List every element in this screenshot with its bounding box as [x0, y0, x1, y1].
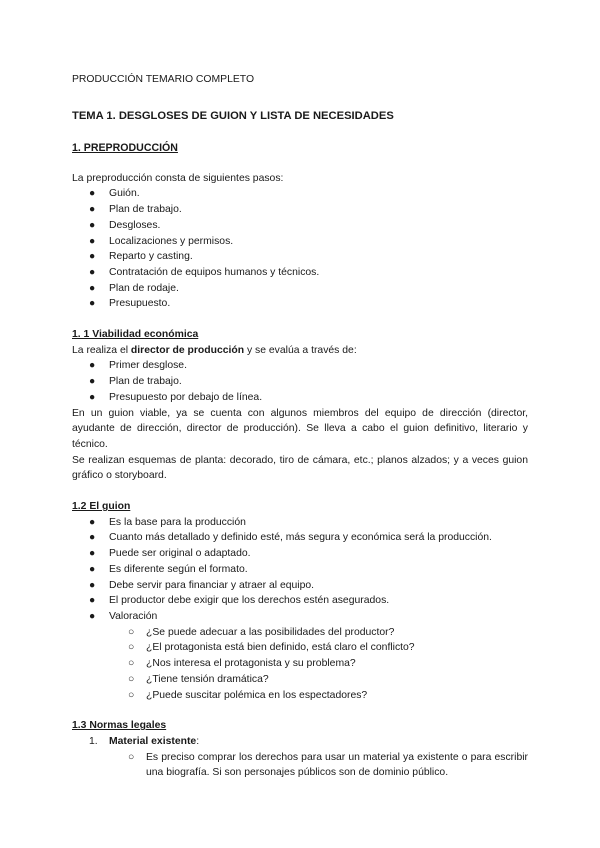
- circle-bullet-icon: ○: [128, 673, 135, 685]
- bullet-icon: ●: [89, 595, 96, 607]
- section-1-1-para-2: Se realizan esquemas de planta: decorado, tiro de cámara, etc.; planos alzados; y a veces guion gráfico o storyboard.: [72, 454, 528, 482]
- list-item: ○ ¿Nos interesa el protagonista y su problema?: [72, 656, 528, 672]
- bullet-icon: ●: [89, 282, 96, 294]
- tema-title: TEMA 1. DESGLOSES DE GUION Y LISTA DE NECESIDADES: [72, 109, 394, 122]
- list-item: ● Presupuesto.: [72, 296, 528, 312]
- section-1-1-title: 1. 1 Viabilidad económica: [72, 329, 199, 341]
- list-item: ● Cuanto más detallado y definido esté, más segura y económica será la producción.: [72, 530, 528, 546]
- bullet-icon: ●: [89, 610, 96, 622]
- bullet-icon: ●: [89, 532, 96, 544]
- section-1-3-subitem: ○ Es preciso comprar los derechos para usar un material ya existente o para escribir una biografía. Si son personajes públicos son de dominio público.: [128, 751, 528, 779]
- bullet-icon: ●: [89, 251, 96, 263]
- document-body: [72, 72, 528, 781]
- bullet-icon: ●: [89, 188, 96, 200]
- list-item: ● Plan de rodaje.: [72, 281, 528, 297]
- list-item: ● Contratación de equipos humanos y técnicos.: [72, 265, 528, 281]
- list-item: ● Localizaciones y permisos.: [72, 234, 528, 250]
- section-1-3-title: 1.3 Normas legales: [72, 720, 167, 732]
- valoracion-list: [72, 625, 528, 704]
- list-item: ● Desgloses.: [72, 218, 528, 234]
- circle-bullet-icon: ○: [128, 751, 135, 763]
- bullet-icon: ●: [89, 579, 96, 591]
- section-1-2-title: 1.2 El guion: [72, 501, 131, 513]
- list-item: ○ ¿Puede suscitar polémica en los espectadores?: [72, 688, 528, 704]
- circle-bullet-icon: ○: [128, 689, 135, 701]
- list-item: ● Valoración: [72, 609, 528, 625]
- bullet-icon: ●: [89, 219, 96, 231]
- list-item: 1. Material existente:: [72, 734, 528, 750]
- list-item: ○ ¿Se puede adecuar a las posibilidades del productor?: [72, 625, 528, 641]
- document-header: PRODUCCIÓN TEMARIO COMPLETO: [72, 74, 255, 85]
- bullet-icon: ●: [89, 266, 96, 278]
- section-1-title: 1. PREPRODUCCIÓN: [72, 141, 178, 154]
- list-item: ● Plan de trabajo.: [72, 374, 528, 390]
- list-item: ● Es la base para la producción: [72, 515, 528, 531]
- list-item: ● Puede ser original o adaptado.: [72, 546, 528, 562]
- list-item: ● Debe servir para financiar y atraer al equipo.: [72, 578, 528, 594]
- section-1-2-list: [72, 515, 528, 625]
- bullet-icon: ●: [89, 548, 96, 560]
- bullet-icon: ●: [89, 204, 96, 216]
- section-1-intro: La preproducción consta de siguientes pasos:: [72, 172, 284, 184]
- list-item: ● Presupuesto por debajo de línea.: [72, 390, 528, 406]
- section-1-1-list: [72, 358, 528, 405]
- section-1-3-list: [72, 734, 528, 750]
- list-item: ● Primer desglose.: [72, 358, 528, 374]
- list-item: ● El productor debe exigir que los derechos estén asegurados.: [72, 593, 528, 609]
- circle-bullet-icon: ○: [128, 658, 135, 670]
- bullet-icon: ●: [89, 360, 96, 372]
- list-item: ● Reparto y casting.: [72, 249, 528, 265]
- list-item: ● Es diferente según el formato.: [72, 562, 528, 578]
- bullet-icon: ●: [89, 391, 96, 403]
- circle-bullet-icon: ○: [128, 626, 135, 638]
- circle-bullet-icon: ○: [128, 642, 135, 654]
- bullet-icon: ●: [89, 376, 96, 388]
- bullet-icon: ●: [89, 516, 96, 528]
- list-item: ○ ¿Tiene tensión dramática?: [72, 672, 528, 688]
- list-item: ● Plan de trabajo.: [72, 202, 528, 218]
- bullet-icon: ●: [89, 563, 96, 575]
- section-1-steps-list: [72, 186, 528, 312]
- list-item: ○ ¿El protagonista está bien definido, está claro el conflicto?: [72, 640, 528, 656]
- section-1-1-para-1: En un guion viable, ya se cuenta con algunos miembros del equipo de dirección (director, ayudante de dirección, director de producción). Se lleva a cabo el guion definitivo, literario y técnico.: [72, 407, 528, 450]
- section-1-1-intro: La realiza el director de producción y se evalúa a través de:: [72, 344, 357, 356]
- list-number: 1.: [89, 735, 98, 747]
- bullet-icon: ●: [89, 235, 96, 247]
- bullet-icon: ●: [89, 298, 96, 310]
- list-item: ● Guión.: [72, 186, 528, 202]
